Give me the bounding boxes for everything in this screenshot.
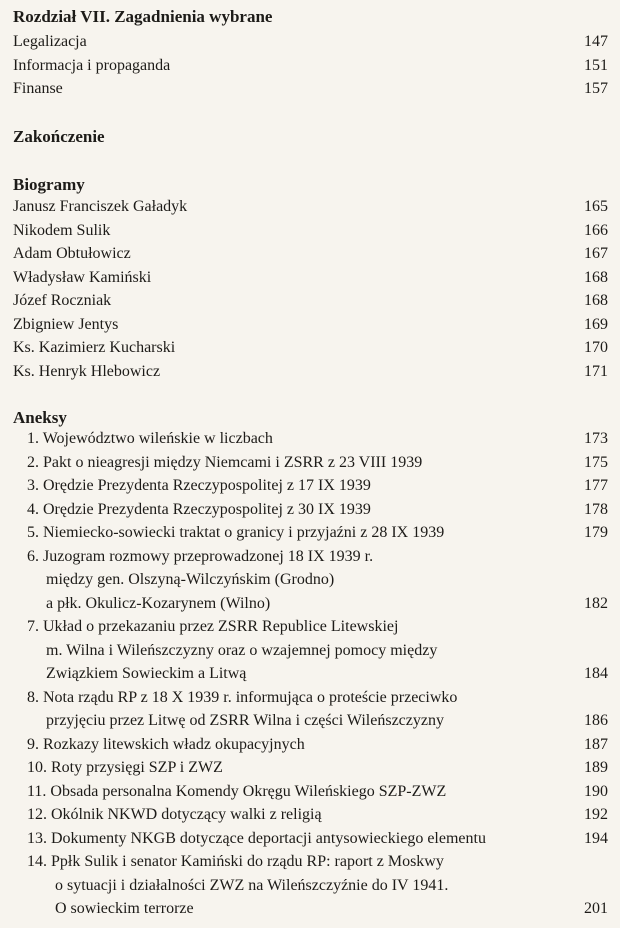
entry-title (27, 427, 273, 451)
entry-title: Informacja i propaganda (13, 56, 171, 74)
entry-line: 7. Układ o przekazaniu przez ZSRR Republice Litewskiej (27, 618, 399, 635)
annex-entry (27, 803, 608, 827)
entry-title (27, 545, 373, 616)
entry-title: Finanse (13, 80, 63, 97)
entry-title: Nikodem Sulik (13, 221, 111, 239)
page-number: 182 (584, 594, 608, 612)
toc-entry (13, 78, 608, 100)
entry-title (27, 474, 371, 498)
annex-entry (27, 733, 608, 757)
entry-title: Józef Roczniak (13, 292, 112, 309)
annex-entry (27, 827, 608, 851)
page-number: 170 (584, 339, 608, 356)
entry-title (27, 498, 371, 522)
entry-line: 14. Ppłk Sulik i senator Kamiński do rządu RP: raport z Moskwy (27, 853, 444, 870)
annex-entry (27, 545, 608, 616)
entry-line: o sytuacji i działalności ZWZ na Wileńszczyźnie do IV 1941. (55, 876, 449, 894)
bio-heading: Biogramy (13, 175, 85, 194)
entry-title (27, 827, 486, 851)
entry-line: 12. Okólnik NKWD dotyczący walki z religią (27, 806, 322, 823)
toc-entry (13, 361, 608, 383)
ending-heading: Zakończenie (13, 127, 105, 146)
page-number: 166 (584, 221, 608, 239)
toc-entry (13, 196, 608, 218)
page-number: 190 (584, 782, 608, 800)
entry-line: Związkiem Sowieckim a Litwą (46, 665, 247, 682)
entry-title: Ks. Henryk Hlebowicz (13, 362, 161, 380)
entry-line: między gen. Olszyną-Wilczyńskim (Grodno) (46, 571, 335, 588)
entry-title: Ks. Kazimierz Kucharski (13, 339, 176, 356)
annex-heading: Aneksy (13, 408, 67, 427)
page-number: 178 (584, 500, 608, 518)
page-number: 175 (584, 453, 608, 471)
page-number: 192 (584, 806, 608, 823)
entry-title: Władysław Kamiński (13, 268, 152, 286)
page-number: 177 (584, 477, 608, 494)
entry-line: 6. Juzogram rozmowy przeprowadzonej 18 IX 1939 r. (27, 547, 374, 565)
entry-line: 3. Orędzie Prezydenta Rzeczypospolitej z 17 IX 1939 (27, 477, 371, 494)
page-number: 165 (584, 198, 608, 215)
page-number: 167 (584, 245, 608, 262)
page-number: 187 (584, 735, 608, 753)
entry-line: 8. Nota rządu RP z 18 X 1939 r. informująca o proteście przeciwko (27, 688, 458, 706)
entry-title (27, 780, 446, 804)
entry-line: 4. Orędzie Prezydenta Rzeczypospolitej z 30 IX 1939 (27, 500, 371, 518)
entry-title (27, 615, 437, 686)
toc-entry (13, 55, 608, 77)
entry-line: 2. Pakt o nieagresji między Niemcami i ZSRR z 23 VIII 1939 (27, 453, 423, 471)
entry-title (27, 686, 457, 733)
annex-entry (27, 615, 608, 686)
page-number: 173 (584, 430, 608, 447)
page-number: 201 (584, 900, 608, 917)
page-number: 184 (584, 665, 608, 682)
annex-entry (27, 756, 608, 780)
toc-entry (13, 290, 608, 312)
page-number: 169 (584, 315, 608, 333)
entry-title: Legalizacja (13, 33, 87, 50)
entry-line: przyjęciu przez Litwę od ZSRR Wilna i części Wileńszczyzny (46, 712, 444, 729)
annex-entry (27, 850, 608, 921)
entry-line: 13. Dokumenty NKGB dotyczące deportacji antysowieckiego elementu (27, 829, 486, 847)
annex-entry (27, 427, 608, 451)
annex-entry (27, 498, 608, 522)
entry-title (27, 451, 422, 475)
page-number: 179 (584, 524, 608, 541)
entry-title: Adam Obtułowicz (13, 245, 131, 262)
entry-title (27, 756, 223, 780)
toc-entry (13, 337, 608, 359)
entry-line: 10. Roty przysięgi SZP i ZWZ (27, 759, 223, 776)
toc-entry (13, 243, 608, 265)
page-number: 186 (584, 712, 608, 729)
entry-title (27, 803, 322, 827)
annex-entry (27, 474, 608, 498)
entry-line: a płk. Okulicz-Kozarynem (Wilno) (46, 594, 271, 612)
entry-title (27, 733, 305, 757)
toc-entry (13, 267, 608, 289)
entry-line: 1. Województwo wileńskie w liczbach (27, 430, 273, 447)
page-number: 189 (584, 759, 608, 776)
annex-entry (27, 521, 608, 545)
entry-title (27, 521, 444, 545)
page-number: 168 (584, 268, 608, 286)
annex-entry (27, 686, 608, 733)
entry-title (27, 850, 448, 921)
page-number: 171 (584, 362, 608, 380)
toc-entry (13, 31, 608, 53)
entry-line: 11. Obsada personalna Komendy Okręgu Wileńskiego SZP-ZWZ (27, 782, 447, 800)
annex-entry (27, 780, 608, 804)
entry-line: 5. Niemiecko-sowiecki traktat o granicy i przyjaźni z 28 IX 1939 (27, 524, 445, 541)
page-number: 194 (584, 829, 608, 847)
entry-line: 9. Rozkazy litewskich władz okupacyjnych (27, 735, 305, 753)
entry-line: m. Wilna i Wileńszczyzny oraz o wzajemnej pomocy między (46, 641, 438, 659)
page-number: 151 (584, 56, 608, 74)
toc-entry (13, 314, 608, 336)
annex-entry (27, 451, 608, 475)
entry-title: Janusz Franciszek Gaładyk (13, 198, 188, 215)
entry-title: Zbigniew Jentys (13, 315, 119, 333)
page-number: 157 (584, 80, 608, 97)
entry-line: O sowieckim terrorze (55, 900, 194, 917)
page-number: 168 (584, 292, 608, 309)
page-number: 147 (584, 33, 608, 50)
chapter-heading: Rozdział VII. Zagadnienia wybrane (13, 7, 273, 26)
toc-entry (13, 220, 608, 242)
